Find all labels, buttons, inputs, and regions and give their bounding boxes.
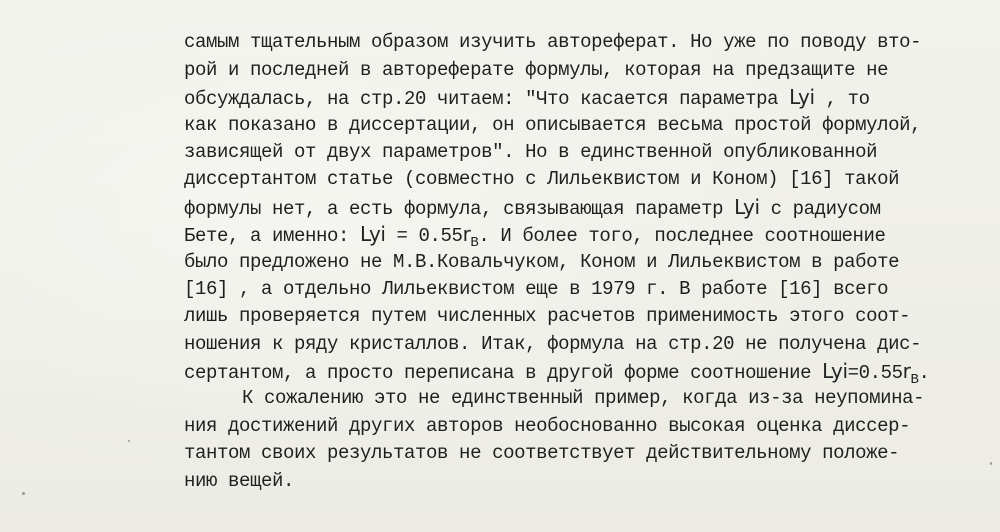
line-text: ния достижений других авторов необоснованно высокая оценка диссер-	[184, 414, 911, 437]
handwritten-symbol: Lyi	[734, 194, 760, 219]
subscript: B	[910, 372, 919, 389]
line-text: тантом своих результатов не соответствует действительному положе-	[184, 442, 900, 465]
line-text: самым тщательным образом изучить автореферат. Но уже по поводу вто-	[184, 31, 922, 54]
line-text: зависящей от двух параметров". Но в единственной опубликованной	[184, 140, 878, 163]
handwritten-symbol: Lyi	[789, 85, 815, 110]
line-text-after: = 0.55	[385, 225, 463, 248]
line-text: нию вещей.	[184, 469, 295, 492]
scan-speck	[22, 492, 25, 495]
handwritten-symbol: Lyi	[360, 222, 386, 247]
line-text: обсуждалась, на стр.20 читаем: "Что касается параметра	[184, 88, 790, 111]
line-text: [16] , а отдельно Лильеквистом еще в 1979 г. В работе [16] всего	[184, 277, 889, 300]
line-text: было предложено не М.В.Ковальчуком, Коном и Лильеквистом в работе	[184, 250, 900, 273]
line-text: как показано в диссертации, он описывается весьма простой формулой,	[184, 113, 922, 136]
text-line	[118, 2, 998, 54]
line-text: лишь проверяется путем численных расчетов применимость этого соот-	[184, 305, 911, 328]
scan-speck	[128, 440, 130, 442]
line-text: К сожалению это не единственный пример, когда из-за неупомина-	[242, 387, 925, 410]
document-body	[118, 2, 998, 492]
line-text: рой и последней в автореферате формулы, которая на предзащите не	[184, 58, 889, 81]
handwritten-symbol: r	[902, 359, 911, 384]
line-text-after: .	[918, 362, 930, 385]
line-text-after: с радиусом	[759, 197, 881, 220]
line-text: формулы нет, а есть формула, связывающая параметр	[184, 197, 735, 220]
handwritten-symbol: Lyi	[822, 359, 848, 384]
subscript: B	[470, 235, 479, 252]
line-text-after: =0.55	[847, 362, 903, 385]
line-text: сертантом, а просто переписана в другой форме соотношение	[184, 362, 823, 385]
scan-speck	[990, 462, 992, 465]
handwritten-symbol: r	[462, 222, 471, 247]
line-text: диссертантом статье (совместно с Лильеквистом и Коном) [16] такой	[184, 168, 900, 191]
line-text-after: , то	[814, 88, 870, 111]
line-text: Бете, а именно:	[184, 225, 361, 248]
line-text-after: . И более того, последнее соотношение	[478, 225, 886, 248]
line-text: ношения к ряду кристаллов. Итак, формула на стр.20 не получена дис-	[184, 332, 922, 355]
